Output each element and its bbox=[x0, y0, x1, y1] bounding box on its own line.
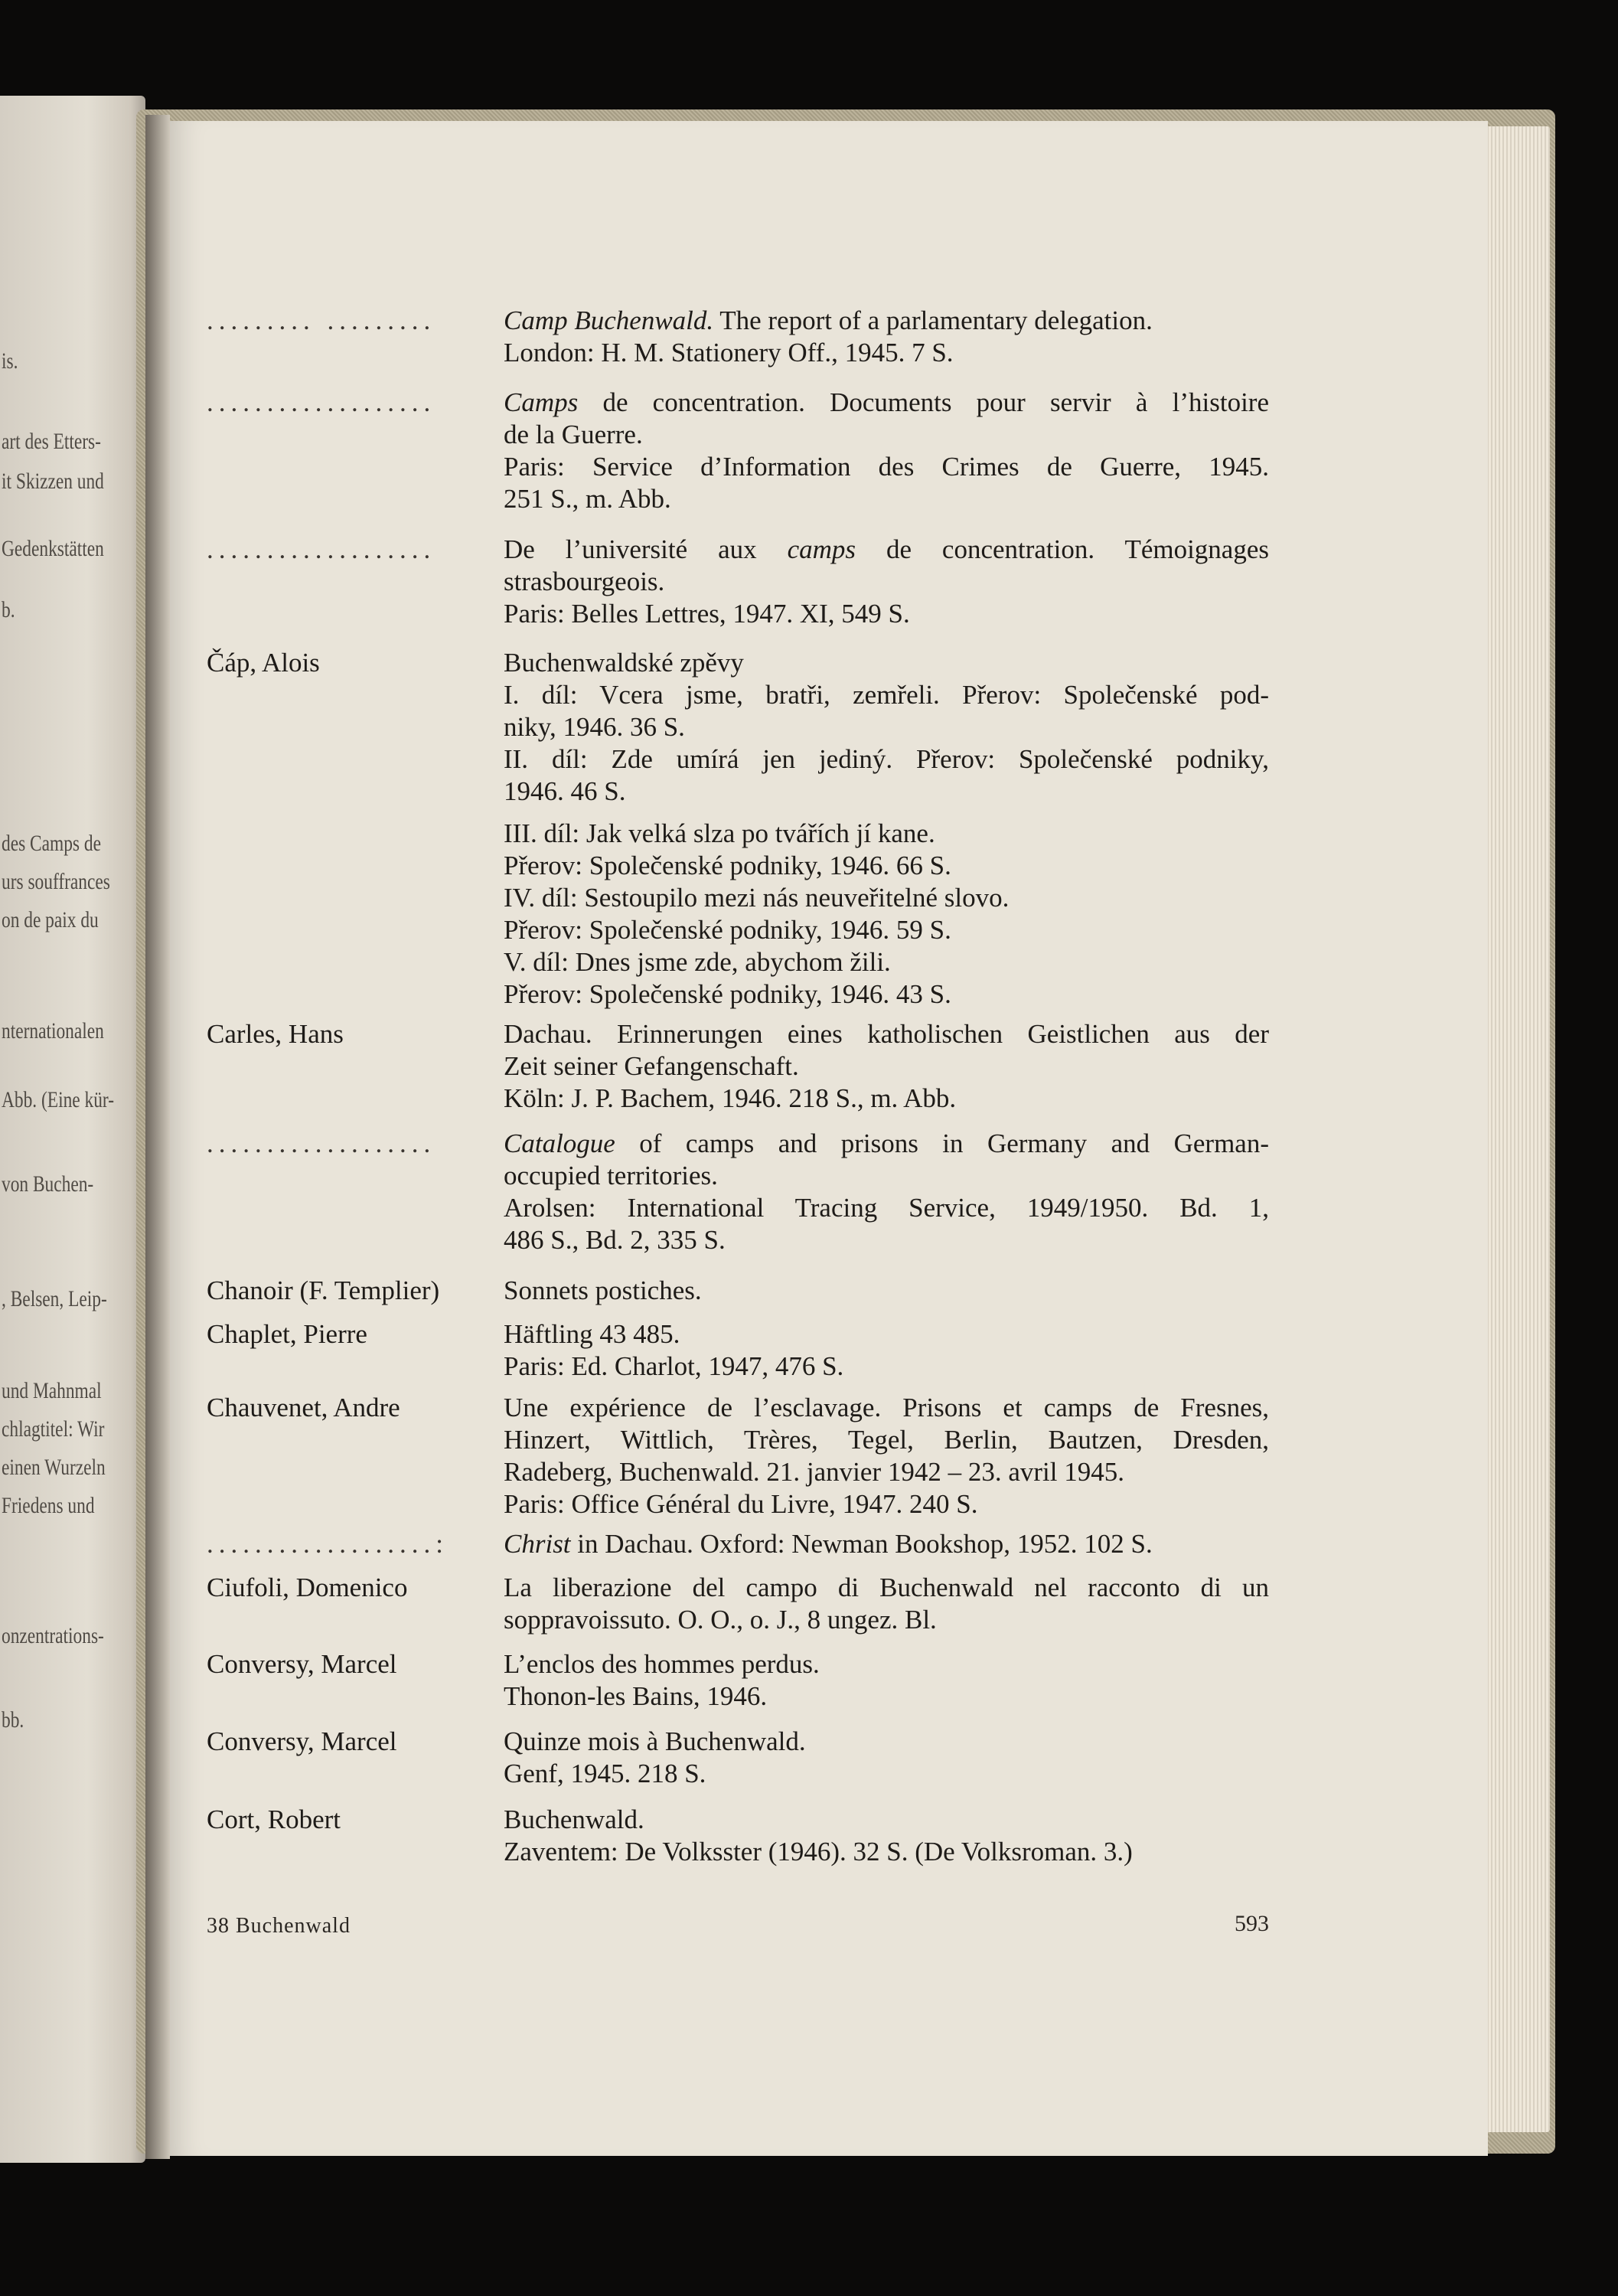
title-keyword: Camp Buchenwald. bbox=[504, 305, 714, 335]
entry-citation bbox=[504, 1018, 1269, 1115]
entry-citation bbox=[504, 1528, 1269, 1560]
citation-line: Buchenwaldské zpěvy bbox=[504, 648, 744, 678]
citation-line: Arolsen: International Tracing Service, 1949/1950. Bd. 1, bbox=[504, 1193, 1269, 1223]
entry-anonymous-dots: ......... ......... bbox=[207, 305, 436, 335]
citation-line: soppravoissuto. O. O., o. J., 8 ungez. Bl. bbox=[504, 1605, 937, 1635]
citation-line: Zeit seiner Gefangenschaft. bbox=[504, 1051, 799, 1081]
left-page-fragment: art des Etters- bbox=[2, 429, 101, 454]
citation-line: Zaventem: De Volksster (1946). 32 S. (De Volksroman. 3.) bbox=[504, 1837, 1133, 1867]
citation-line: Paris: Office Général du Livre, 1947. 240 S. bbox=[504, 1489, 978, 1519]
citation-line: Häftling 43 485. bbox=[504, 1319, 680, 1349]
entry-citation bbox=[504, 1572, 1269, 1636]
citation-line: Thonon-les Bains, 1946. bbox=[504, 1681, 768, 1711]
citation-line: Quinze mois à Buchenwald. bbox=[504, 1726, 806, 1756]
left-page-fragment: nternationalen bbox=[2, 1018, 104, 1043]
citation-line: III. díl: Jak velká slza po tvářích jí kane. bbox=[504, 818, 935, 848]
citation-line: Köln: J. P. Bachem, 1946. 218 S., m. Abb. bbox=[504, 1083, 957, 1113]
entry-citation bbox=[504, 305, 1269, 369]
citation-line: Radeberg, Buchenwald. 21. janvier 1942 – 23. avril 1945. bbox=[504, 1457, 1124, 1487]
signature-mark: 38 Buchenwald bbox=[207, 1914, 351, 1938]
left-page-fragment: onzentrations- bbox=[2, 1623, 104, 1648]
entry-citation bbox=[504, 534, 1269, 630]
citation-line: niky, 1946. 36 S. bbox=[504, 712, 685, 742]
citation-line: 251 S., m. Abb. bbox=[504, 484, 671, 514]
left-page-fragment: b. bbox=[2, 597, 15, 622]
citation-line: Přerov: Společenské podniky, 1946. 59 S. bbox=[504, 915, 951, 945]
citation-line: Hinzert, Wittlich, Trères, Tegel, Berlin, Bautzen, Dresden, bbox=[504, 1425, 1269, 1455]
entry-anonymous-dots: ................... bbox=[207, 534, 436, 564]
left-page-fragment: Abb. (Eine kür- bbox=[2, 1087, 115, 1112]
title-keyword: Christ bbox=[504, 1529, 571, 1559]
left-page-fragment: chlagtitel: Wir bbox=[2, 1416, 105, 1442]
citation-line: IV. díl: Sestoupilo mezi nás neuveřitelné slovo. bbox=[504, 883, 1010, 913]
citation-line: Une expérience de l’esclavage. Prisons et camps de Fresnes, bbox=[504, 1393, 1269, 1422]
entry-anonymous-dots: ................... bbox=[207, 1128, 436, 1158]
page-edges bbox=[1477, 126, 1550, 2132]
book-gutter bbox=[145, 115, 170, 2159]
entry-citation bbox=[504, 1648, 1269, 1713]
citation-line: Genf, 1945. 218 S. bbox=[504, 1759, 706, 1788]
title-keyword: camps bbox=[787, 534, 856, 564]
entry-author: Čáp, Alois bbox=[207, 648, 320, 678]
citation-line: I. díl: Vcera jsme, bratři, zemřeli. Přerov: Společenské pod- bbox=[504, 680, 1269, 710]
entry-author: Chaplet, Pierre bbox=[207, 1319, 367, 1349]
entry-citation bbox=[504, 818, 1269, 1011]
left-page-fragment: is. bbox=[2, 348, 18, 374]
page-number: 593 bbox=[1235, 1911, 1269, 1936]
entry-citation bbox=[504, 1726, 1269, 1790]
entry-anonymous-dots: ...................: bbox=[207, 1529, 449, 1559]
citation-line: La liberazione del campo di Buchenwald nel racconto di un bbox=[504, 1573, 1269, 1602]
entry-anonymous-dots: ................... bbox=[207, 387, 436, 417]
citation-line: strasbourgeois. bbox=[504, 567, 665, 596]
citation-line: London: H. M. Stationery Off., 1945. 7 S. bbox=[504, 338, 954, 367]
citation-line: Přerov: Společenské podniky, 1946. 43 S. bbox=[504, 979, 951, 1009]
citation-line: Paris: Service d’Information des Crimes de Guerre, 1945. bbox=[504, 452, 1269, 482]
citation-line: Přerov: Společenské podniky, 1946. 66 S. bbox=[504, 851, 951, 880]
title-keyword: Catalogue bbox=[504, 1128, 615, 1158]
citation-line: occupied territories. bbox=[504, 1161, 718, 1190]
left-page-fragment: Friedens und bbox=[2, 1493, 95, 1518]
entry-author: Chauvenet, Andre bbox=[207, 1393, 400, 1422]
citation-line: Dachau. Erinnerungen eines katholischen Geistlichen aus der bbox=[504, 1019, 1269, 1049]
citation-line: V. díl: Dnes jsme zde, abychom žili. bbox=[504, 947, 891, 977]
entry-author: Ciufoli, Domenico bbox=[207, 1573, 408, 1602]
entry-citation bbox=[504, 1804, 1269, 1868]
left-page-fragment: Gedenkstätten bbox=[2, 536, 104, 561]
entry-author: Conversy, Marcel bbox=[207, 1726, 397, 1756]
citation-line: Catalogue of camps and prisons in Germany and German- bbox=[504, 1128, 1269, 1158]
left-page-fragment: einen Wurzeln bbox=[2, 1455, 106, 1480]
entry-author: Cort, Robert bbox=[207, 1804, 341, 1834]
citation-line: Sonnets postiches. bbox=[504, 1275, 702, 1305]
citation-line: Christ in Dachau. Oxford: Newman Bookshop, 1952. 102 S. bbox=[504, 1529, 1153, 1559]
citation-line: de la Guerre. bbox=[504, 420, 643, 449]
citation-line: II. díl: Zde umírá jen jediný. Přerov: Společenské podniky, bbox=[504, 744, 1269, 774]
entry-author: Chanoir (F. Templier) bbox=[207, 1275, 440, 1305]
entry-author: Conversy, Marcel bbox=[207, 1649, 397, 1679]
left-page-fragment: bb. bbox=[2, 1707, 24, 1733]
left-page-fragment: urs souffrances bbox=[2, 869, 110, 894]
left-page-fragment: on de paix du bbox=[2, 907, 99, 932]
entry-citation bbox=[504, 1275, 1269, 1307]
citation-line: Buchenwald. bbox=[504, 1804, 644, 1834]
citation-line: De l’université aux camps de concentration. Témoignages bbox=[504, 534, 1269, 564]
left-page-fragment: , Belsen, Leip- bbox=[2, 1286, 107, 1311]
entry-citation bbox=[504, 387, 1269, 515]
citation-line: Camps de concentration. Documents pour servir à l’histoire bbox=[504, 387, 1269, 417]
citation-line: 486 S., Bd. 2, 335 S. bbox=[504, 1225, 726, 1255]
title-keyword: Camps bbox=[504, 387, 579, 417]
left-page-fragment: von Buchen- bbox=[2, 1171, 94, 1197]
left-facing-page bbox=[0, 96, 145, 2163]
entry-citation bbox=[504, 1128, 1269, 1256]
entry-citation bbox=[504, 1392, 1269, 1520]
citation-line: Paris: Belles Lettres, 1947. XI, 549 S. bbox=[504, 599, 910, 629]
entry-citation bbox=[504, 1318, 1269, 1383]
citation-line: 1946. 46 S. bbox=[504, 776, 626, 806]
entry-author: Carles, Hans bbox=[207, 1019, 344, 1049]
citation-line: Camp Buchenwald. The report of a parlamentary delegation. bbox=[504, 305, 1153, 335]
entry-citation bbox=[504, 647, 1269, 808]
left-page-fragment: it Skizzen und bbox=[2, 469, 104, 494]
left-page-fragment: und Mahnmal bbox=[2, 1378, 102, 1403]
citation-line: L’enclos des hommes perdus. bbox=[504, 1649, 820, 1679]
citation-line: Paris: Ed. Charlot, 1947, 476 S. bbox=[504, 1351, 844, 1381]
left-page-fragment: des Camps de bbox=[2, 831, 101, 856]
